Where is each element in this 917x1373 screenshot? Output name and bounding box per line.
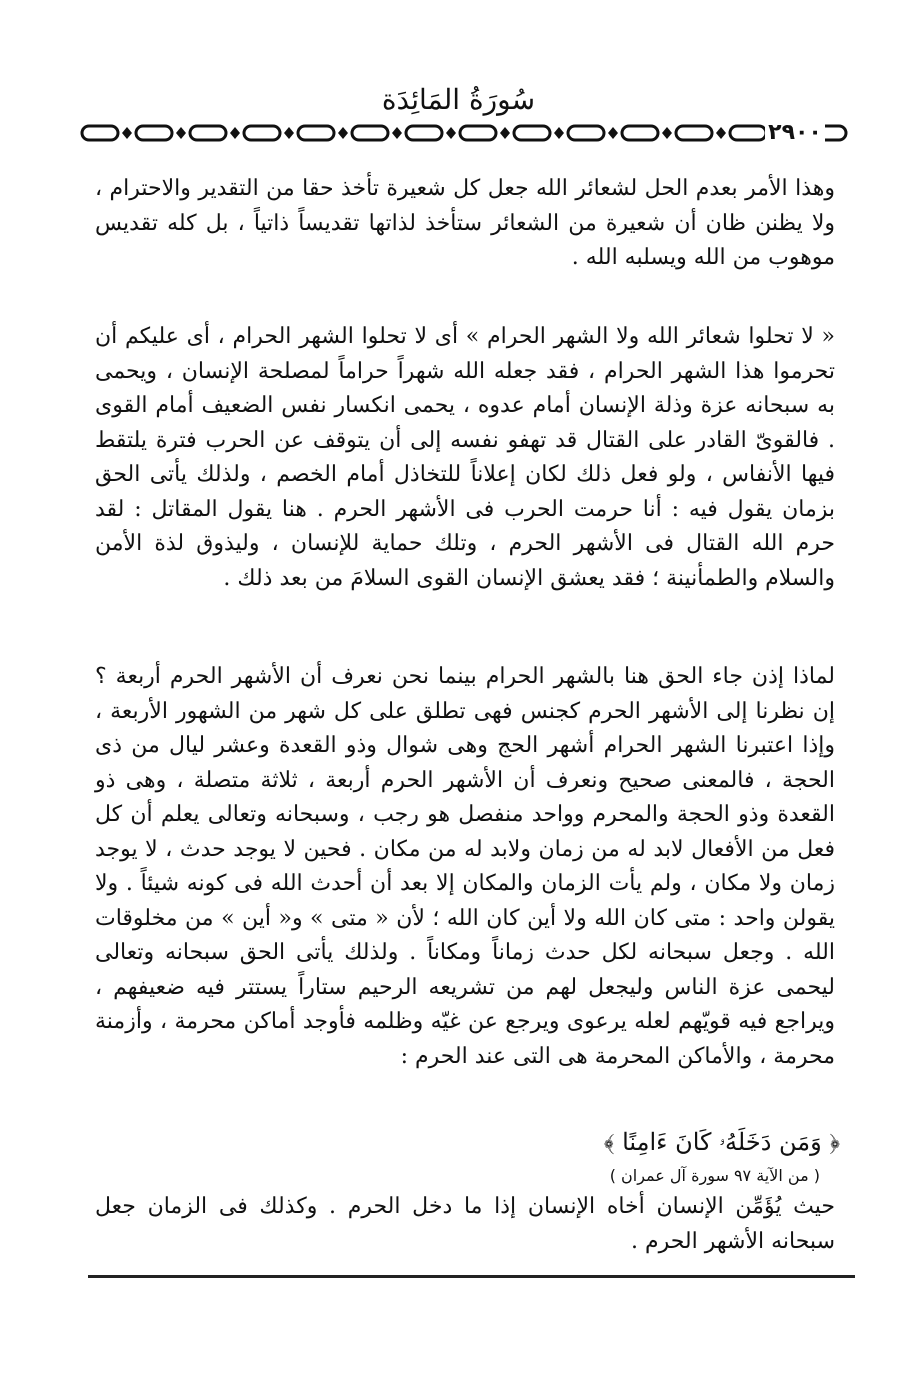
paragraph-2: « لا تحلوا شعائر الله ولا الشهر الحرام » أى لا تحلوا الشهر الحرام ، أى عليكم أن تحرموا هذا الشهر الحرام ، فقد جعله الله شهراً حراماً لمصلحة الإنسان ، ويحمى به سبحانه عزة وذلة الإنسان أمام عدوه ، يحمى انكسار نفس الضعيف أمام القوى . فالقوىّ القادر على القتال قد تهفو نفسه إلى أن يتوقف عن الحرب فترة يلتقط فيها الأنفاس ، ولو فعل ذلك لكان إعلاناً للتخاذل أمام الخصم ، ولذلك يأتى الحق بزمان يقول فيه : أنا حرمت الحرب فى الأشهر الحرم . هنا يقول المقاتل : لقد حرم الله القتال فى الأشهر الحرم ، وتلك حماية للإنسان ، وليذوق لذة الأمن والسلام والطمأنينة ؛ فقد يعشق الإنسان القوى السلامَ من بعد ذلك . <box>95 324 835 591</box>
closing-paragraph: حيث يُؤَمِّن الإنسان أخاه الإنسان إذا ما دخل الحرم . وكذلك فى الزمان جعل سبحانه الأشهر الحرم . <box>95 1194 835 1254</box>
decorative-header-border <box>80 118 850 148</box>
verse-reference: ( من الآية ٩٧ سورة آل عمران ) <box>609 1166 820 1185</box>
quran-verse: ﴿ وَمَن دَخَلَهُۥ كَانَ ءَامِنًا ﴾ <box>603 1128 840 1156</box>
footer-rule <box>88 1275 855 1278</box>
page-number: ٢٩٠٠ <box>765 120 825 146</box>
paragraph-3: لماذا إذن جاء الحق هنا بالشهر الحرام بينما نحن نعرف أن الأشهر الحرم أربعة ؟ إن نظرنا إلى الأشهر الحرم كجنس فهى تطلق على كل شهر من الشهور الأربعة ، وإذا اعتبرنا الشهر الحرام أشهر الحج وهى شوال وذو القعدة وعشر ليال من ذى الحجة ، فالمعنى صحيح ونعرف أن الأشهر الحرم أربعة ، ثلاثة متصلة ، وهى ذو القعدة وذو الحجة والمحرم وواحد منفصل هو رجب ، وسبحانه وتعالى يعلم أن كل فعل من الأفعال لابد له من زمان ولابد له من مكان . فحين لا يوجد حدث ، لا يوجد زمان ولا مكان ، ولم يأت الزمان والمكان إلا بعد أن أحدث الله فى كونه شيئاً . ولا يقولن واحد : متى كان الله ولا أين كان الله ؛ لأن « متى » و« أين » من مخلوقات الله . وجعل سبحانه لكل حدث زماناً ومكاناً . ولذلك يأتى الحق سبحانه وتعالى ليحمى عزة الناس وليجعل لهم من تشريعه الرحيم ستاراً يستتر فيه ضعيفهم ، ويراجع فيه قويّهم لعله يرعوى ويرجع عن غيّه وظلمه فأوجد أماكن محرمة ، وأزمنة محرمة ، والأماكن المحرمة هى التى عند الحرم : <box>95 664 836 1069</box>
surah-title: سُورَةُ المَائِدَة <box>381 83 536 116</box>
paragraph-1: وهذا الأمر بعدم الحل لشعائر الله جعل كل شعيرة تأخذ حقا من التقدير والاحترام ، ولا يظنن ظان أن شعيرة من الشعائر ستأخذ لذاتها تقديساً ذاتياً ، بل كله تقديس موهوب من الله ويسلبه الله . <box>95 176 835 270</box>
